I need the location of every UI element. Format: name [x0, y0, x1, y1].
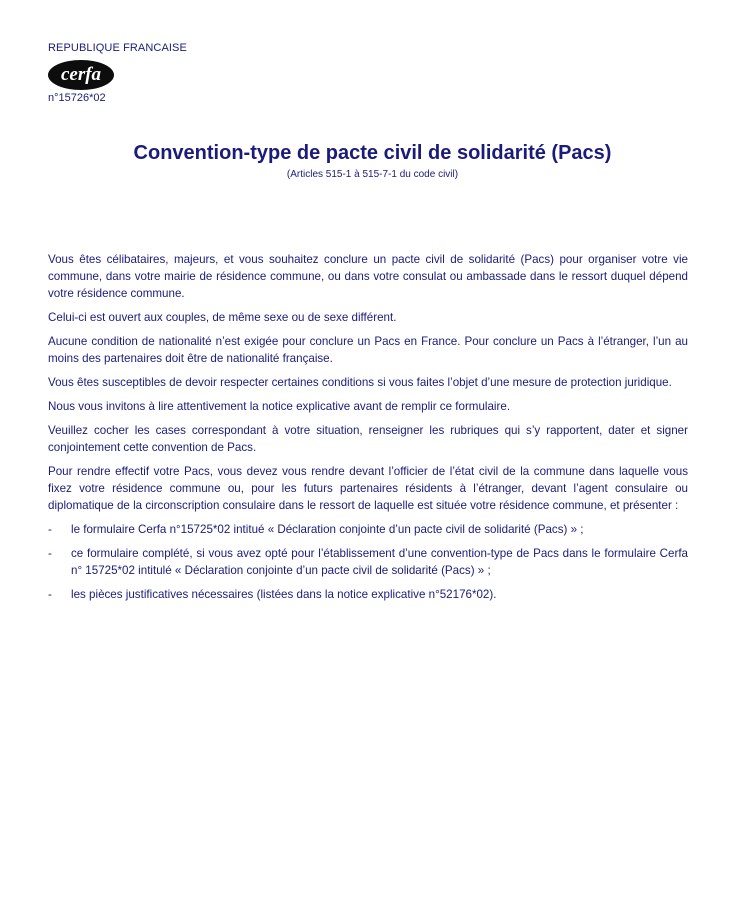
list-item	[48, 545, 688, 579]
list-dash: -	[48, 523, 52, 536]
list-dash: -	[48, 547, 52, 560]
list-dash: -	[48, 588, 52, 601]
paragraph: Vous êtes célibataires, majeurs, et vous souhaitez conclure un pacte civil de solidarité (Pacs) pour organiser votre vie commune, dans votre mairie de résidence commune, ou dans votre consulat ou ambassade dans le ressort duquel dépend votre résidence commune.	[48, 253, 688, 300]
form-number: n°15726*02	[48, 92, 106, 104]
title-block	[0, 142, 739, 180]
list-item-text: les pièces justificatives nécessaires (listées dans la notice explicative n°52176*02).	[71, 588, 497, 601]
list-item	[48, 521, 688, 538]
paragraph: Aucune condition de nationalité n’est exigée pour conclure un Pacs en France. Pour conclure un Pacs à l’étranger, l’un au moins des partenaires doit être de nationalité française.	[48, 335, 688, 365]
republic-label: REPUBLIQUE FRANCAISE	[48, 42, 187, 54]
document-header	[48, 42, 187, 104]
cerfa-logo: cerfa	[48, 60, 114, 90]
required-documents-list	[48, 521, 688, 603]
paragraph: Pour rendre effectif votre Pacs, vous devez vous rendre devant l’officier de l’état civil de la commune dans laquelle vous fixez votre résidence commune ou, pour les futurs partenaires résidents à l’étranger, devant l’agent consulaire ou diplomatique de la circonscription consulaire dans le ressort de laquelle est située votre résidence commune, et présenter :	[48, 465, 688, 512]
document-title: Convention-type de pacte civil de solidarité (Pacs)	[133, 142, 612, 164]
list-item	[48, 586, 688, 603]
document-subtitle: (Articles 515-1 à 515-7-1 du code civil)	[286, 169, 459, 180]
document-body	[48, 251, 688, 610]
list-item-text: le formulaire Cerfa n°15725*02 intitué « Déclaration conjointe d’un pacte civil de solidarité (Pacs) » ;	[71, 523, 584, 536]
paragraph: Celui-ci est ouvert aux couples, de même sexe ou de sexe différent.	[48, 311, 397, 324]
list-item-text: ce formulaire complété, si vous avez opté pour l’établissement d’une convention-type de Pacs dans le formulaire Cerfa n° 15725*02 intitulé « Déclaration conjointe d’un pacte civil de solidarité (Pacs) » ;	[71, 547, 688, 577]
paragraph: Vous êtes susceptibles de devoir respecter certaines conditions si vous faites l’objet d’une mesure de protection juridique.	[48, 376, 672, 389]
paragraph: Nous vous invitons à lire attentivement la notice explicative avant de remplir ce formulaire.	[48, 400, 511, 413]
paragraph: Veuillez cocher les cases correspondant à votre situation, renseigner les rubriques qui s’y rapportent, dater et signer conjointement cette convention de Pacs.	[48, 424, 688, 454]
